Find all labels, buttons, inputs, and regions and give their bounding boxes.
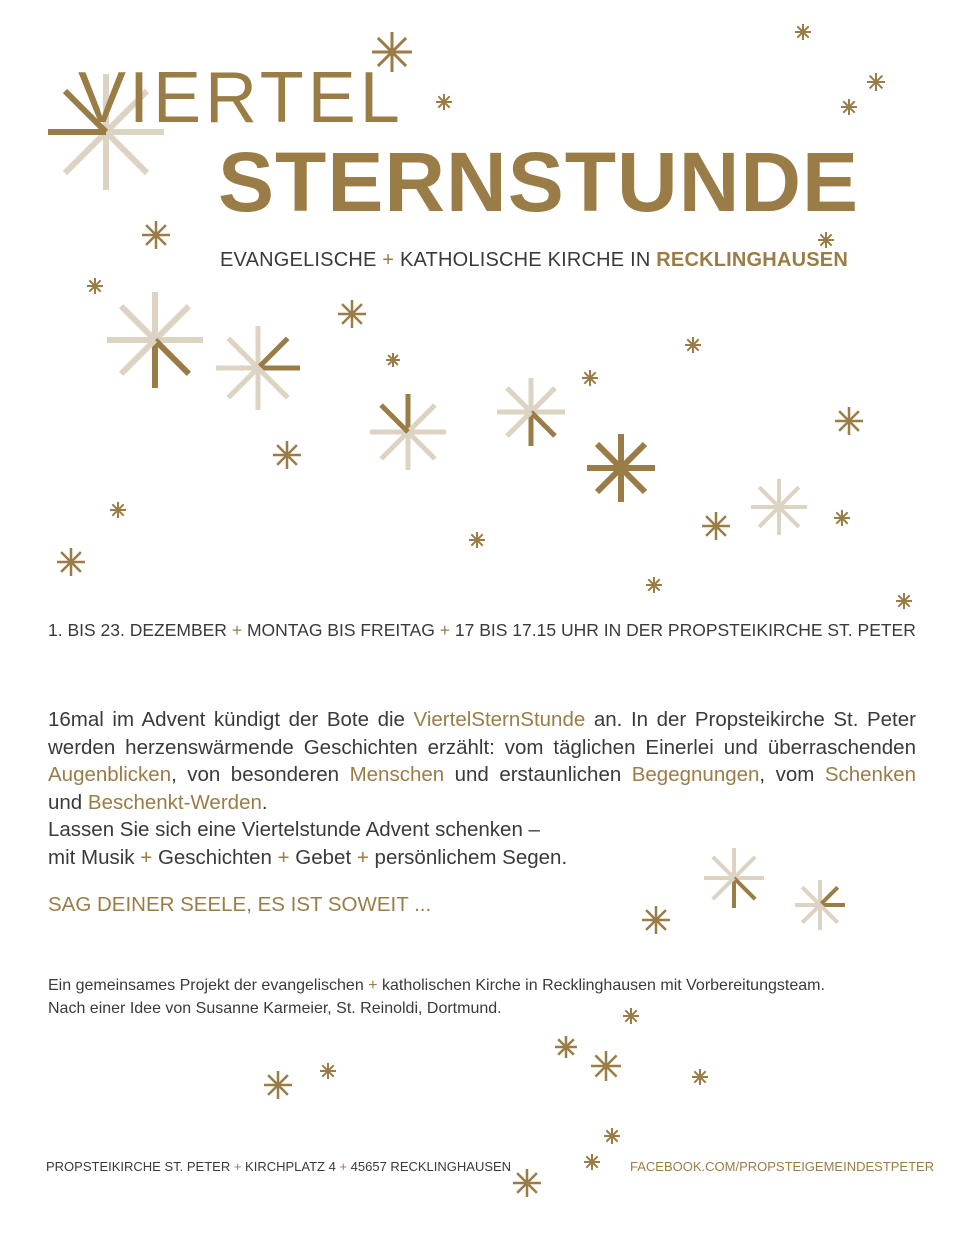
schedule-line: [48, 619, 916, 641]
schedule-days: MONTAG BIS FREITAG: [246, 620, 435, 640]
star-ray: [65, 132, 106, 173]
star-ray: [228, 338, 258, 368]
star-ray: [656, 920, 666, 930]
star-ray: [713, 878, 734, 899]
star-ray: [820, 887, 838, 905]
plus-sign: +: [140, 845, 153, 869]
star-ray: [517, 1173, 527, 1183]
star-ray: [408, 432, 435, 459]
star-ray: [706, 526, 716, 536]
star-ray: [106, 132, 147, 173]
highlight-beschenkt-werden: Beschenkt-Werden: [87, 790, 262, 814]
star-icon: [273, 441, 301, 469]
star-ray: [595, 1055, 606, 1066]
title-sternstunde: STERNSTUNDE: [218, 135, 860, 229]
star-ray: [156, 235, 166, 245]
star-ray: [287, 455, 297, 465]
star-icon: [642, 906, 670, 934]
star-ray: [155, 306, 189, 340]
star-ray: [121, 306, 155, 340]
star-icon: [110, 502, 126, 518]
footer-street: KIRCHPLATZ 4: [245, 1159, 336, 1174]
star-ray: [646, 920, 656, 930]
star-ray: [278, 1075, 288, 1085]
body-text-segment: und erstaunlichen: [444, 763, 632, 787]
body-text: [48, 706, 916, 872]
star-icon: [591, 1051, 621, 1081]
star-ray: [646, 910, 656, 920]
plus-sign: +: [339, 1159, 348, 1174]
star-ray: [606, 1055, 617, 1066]
star-icon: [834, 510, 850, 526]
star-ray: [706, 516, 716, 526]
star-ray: [849, 411, 859, 421]
star-ray: [342, 314, 352, 324]
star-icon: [386, 353, 400, 367]
star-ray: [734, 878, 755, 899]
body-text-segment: Geschichten: [157, 845, 272, 869]
plus-sign: +: [233, 1159, 242, 1174]
star-ray: [507, 412, 531, 436]
body-text-segment: .: [261, 790, 268, 814]
title-viertel: [78, 58, 404, 138]
star-ray: [597, 444, 621, 468]
facebook-link[interactable]: FACEBOOK.COM/PROPSTEIGEMEINDESTPETER: [630, 1159, 935, 1174]
star-ray: [381, 432, 408, 459]
footer-church: PROPSTEIKIRCHE ST. PETER: [46, 1159, 231, 1174]
star-ray: [268, 1085, 278, 1095]
star-ray: [258, 368, 288, 398]
star-ray: [759, 487, 779, 507]
star-ray: [352, 304, 362, 314]
star-ray: [155, 340, 189, 374]
project-info: [48, 974, 918, 1020]
star-ray: [527, 1173, 537, 1183]
star-ray: [228, 368, 258, 398]
star-ray: [839, 421, 849, 431]
plus-sign: +: [356, 845, 369, 869]
body-text-segment: Gebet: [295, 845, 352, 869]
subtitle-katholisch: KATHOLISCHE KIRCHE IN: [399, 249, 651, 271]
star-icon: [216, 326, 300, 410]
subtitle-plus: +: [382, 249, 395, 271]
schedule-plus-2: +: [439, 620, 451, 640]
star-icon: [469, 532, 485, 548]
title-viertel-v: V: [78, 58, 130, 138]
plus-sign: +: [368, 977, 378, 994]
star-icon: [87, 278, 103, 294]
star-ray: [597, 468, 621, 492]
star-ray: [71, 552, 81, 562]
star-ray: [527, 1183, 537, 1193]
star-ray: [802, 905, 820, 923]
star-ray: [531, 388, 555, 412]
star-icon: [692, 1069, 708, 1085]
star-ray: [392, 38, 406, 52]
schedule-plus-1: +: [231, 620, 243, 640]
star-ray: [802, 887, 820, 905]
star-ray: [381, 405, 408, 432]
star-ray: [759, 507, 779, 527]
subtitle: [220, 248, 848, 272]
star-ray: [156, 225, 166, 235]
body-text-segment: , vom: [759, 763, 825, 787]
star-ray: [277, 455, 287, 465]
star-ray: [268, 1075, 278, 1085]
star-ray: [820, 905, 838, 923]
footer-address: [46, 1159, 511, 1175]
star-icon: [513, 1169, 541, 1197]
star-icon: [604, 1128, 620, 1144]
star-icon: [436, 94, 452, 110]
star-icon: [795, 24, 811, 40]
star-ray: [606, 1066, 617, 1077]
star-ray: [352, 314, 362, 324]
star-icon: [582, 370, 598, 386]
star-ray: [779, 507, 799, 527]
star-icon: [264, 1071, 292, 1099]
star-ray: [121, 340, 155, 374]
star-ray: [146, 225, 156, 235]
star-ray: [71, 562, 81, 572]
star-ray: [507, 388, 531, 412]
star-ray: [779, 487, 799, 507]
star-icon: [841, 99, 857, 115]
star-ray: [258, 338, 288, 368]
body-paragraph-3: [48, 844, 916, 872]
star-icon: [818, 232, 834, 248]
star-ray: [621, 468, 645, 492]
body-text-segment: an. In der Propsteikirche St. Peter werden herzenswärmende Geschichten erzählt: vom täglichen Einerlei und überraschenden: [48, 708, 916, 759]
star-ray: [849, 421, 859, 431]
plus-sign: +: [277, 845, 290, 869]
star-icon: [795, 880, 845, 930]
star-icon: [646, 577, 662, 593]
motto: SAG DEINER SEELE, ES IST SOWEIT ...: [48, 893, 432, 916]
star-ray: [277, 445, 287, 455]
project-line-1: [48, 974, 918, 997]
project-text: Ein gemeinsames Projekt der evangelischen: [48, 977, 364, 994]
project-line-2: Nach einer Idee von Susanne Karmeier, St. Reinoldi, Dortmund.: [48, 1000, 502, 1017]
star-icon: [57, 548, 85, 576]
star-icon: [370, 394, 446, 470]
body-text-segment: und: [48, 790, 88, 814]
star-ray: [146, 235, 156, 245]
star-ray: [408, 405, 435, 432]
highlight-augenblicken: Augenblicken: [48, 763, 172, 787]
star-icon: [338, 300, 366, 328]
subtitle-city: RECKLINGHAUSEN: [656, 249, 848, 271]
star-ray: [278, 1085, 288, 1095]
star-icon: [587, 434, 655, 502]
schedule-dates: 1. BIS 23. DEZEMBER: [48, 620, 227, 640]
star-icon: [685, 337, 701, 353]
star-ray: [595, 1066, 606, 1077]
star-ray: [517, 1183, 527, 1193]
title-viertel-rest: IERTEL: [129, 58, 404, 138]
body-text-segment: mit Musik: [48, 845, 135, 869]
star-ray: [61, 552, 71, 562]
highlight-viertelsternstunde: ViertelSternStunde: [413, 708, 586, 731]
star-ray: [342, 304, 352, 314]
star-icon: [107, 292, 203, 388]
highlight-schenken: Schenken: [824, 763, 916, 787]
schedule-time-place: 17 BIS 17.15 UHR IN DER PROPSTEIKIRCHE ST. PETER: [454, 620, 916, 640]
star-icon: [896, 593, 912, 609]
star-icon: [320, 1063, 336, 1079]
star-icon: [702, 512, 730, 540]
star-ray: [531, 412, 555, 436]
body-paragraph-2: Lassen Sie sich eine Viertelstunde Advent schenken –: [48, 818, 540, 842]
footer-city: 45657 RECKLINGHAUSEN: [350, 1159, 512, 1174]
star-icon: [751, 479, 807, 535]
highlight-menschen: Menschen: [349, 763, 445, 787]
star-ray: [621, 444, 645, 468]
star-ray: [716, 516, 726, 526]
star-icon: [142, 221, 170, 249]
star-ray: [287, 445, 297, 455]
star-ray: [839, 411, 849, 421]
body-text-segment: , von besonderen: [171, 763, 350, 787]
subtitle-evangelisch: EVANGELISCHE: [220, 249, 377, 271]
body-paragraph-1: [48, 706, 916, 816]
star-icon: [497, 378, 565, 446]
star-ray: [61, 562, 71, 572]
star-ray: [656, 910, 666, 920]
star-icon: [584, 1154, 600, 1170]
star-icon: [835, 407, 863, 435]
star-icon: [867, 73, 885, 91]
star-ray: [378, 38, 392, 52]
body-text-segment: persönlichem Segen.: [374, 845, 568, 869]
project-text: katholischen Kirche in Recklinghausen mit Vorbereitungsteam.: [381, 977, 825, 994]
highlight-begegnungen: Begegnungen: [631, 763, 760, 787]
star-ray: [716, 526, 726, 536]
body-text-segment: 16mal im Advent kündigt der Bote die: [48, 708, 414, 731]
star-icon: [555, 1036, 577, 1058]
